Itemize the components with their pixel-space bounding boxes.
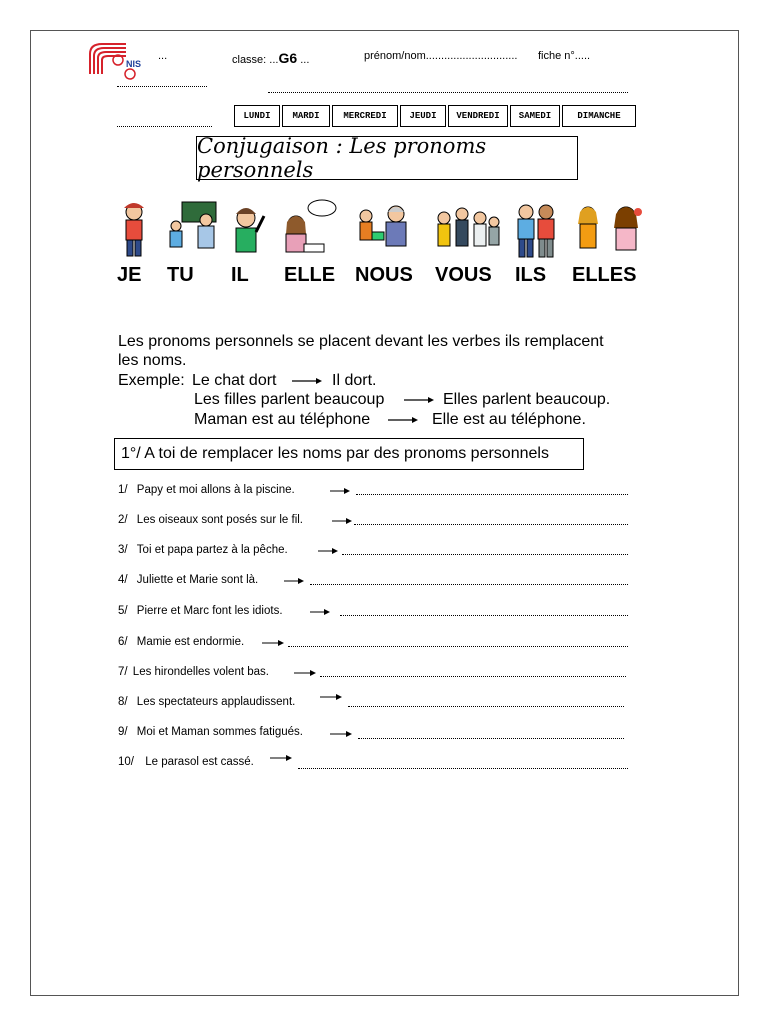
- lesson-title: Conjugaison : Les pronoms personnels: [196, 136, 578, 180]
- elle-illustration-icon: [286, 200, 336, 252]
- item-number: 2/: [118, 514, 128, 526]
- exercise-item-10: [118, 756, 254, 772]
- tu-illustration-icon: [170, 202, 216, 248]
- arrow-right-icon: [292, 376, 322, 386]
- answer-line-2[interactable]: [354, 524, 628, 525]
- example-2-to: Elles parlent beaucoup.: [443, 391, 611, 408]
- pronoun-labels: [117, 264, 647, 294]
- item-sentence: Moi et Maman sommes fatigués.: [136, 726, 303, 738]
- arrow-right-icon: [404, 395, 434, 405]
- item-number: 4/: [118, 574, 128, 586]
- item-number: 1/: [118, 484, 128, 496]
- example-3-from: Maman est au téléphone: [194, 411, 371, 428]
- pronoun-tu: TU: [167, 264, 194, 286]
- arrow-right-icon: [270, 753, 292, 763]
- answer-line-7[interactable]: [320, 676, 626, 677]
- answer-line-10[interactable]: [298, 768, 628, 769]
- writing-line[interactable]: [268, 92, 628, 93]
- exercise-item-6: [118, 636, 244, 652]
- item-sentence: Mamie est endormie.: [136, 636, 245, 648]
- pronoun-ils: ILS: [515, 264, 547, 286]
- item-number: 3/: [118, 544, 128, 556]
- arrow-right-icon: [332, 516, 352, 526]
- ils-illustration-icon: [518, 205, 554, 257]
- item-number: 8/: [118, 696, 128, 708]
- pronoun-elles: ELLES: [572, 264, 637, 286]
- je-illustration-icon: [124, 203, 144, 256]
- name-field[interactable]: prénom/nom..............................: [364, 50, 518, 62]
- answer-line-5[interactable]: [340, 615, 628, 616]
- day-thursday[interactable]: JEUDI: [400, 105, 446, 127]
- date-line[interactable]: [117, 86, 207, 87]
- item-sentence: Juliette et Marie sont là.: [136, 574, 259, 586]
- pronoun-je: JE: [117, 264, 142, 286]
- item-sentence: Papy et moi allons à la piscine.: [136, 484, 295, 496]
- pronoun-vous: VOUS: [435, 264, 492, 286]
- answer-line-3[interactable]: [342, 554, 628, 555]
- rule-line-1: Les pronoms personnels se placent devant les verbes ils remplacent: [118, 333, 604, 350]
- header-left-dots: ...: [158, 50, 168, 62]
- exercise-item-4: [118, 574, 258, 590]
- vous-illustration-icon: [438, 208, 499, 246]
- pronoun-il: IL: [231, 264, 249, 286]
- arrow-right-icon: [320, 692, 342, 702]
- item-number: 5/: [118, 605, 128, 617]
- il-illustration-icon: [236, 208, 264, 252]
- arrow-right-icon: [330, 729, 352, 739]
- answer-line-9[interactable]: [358, 738, 624, 739]
- exercise-item-5: [118, 605, 283, 621]
- classe-suffix: ...: [297, 54, 310, 66]
- example-row-1: [118, 371, 185, 390]
- arrow-right-icon: [388, 415, 418, 425]
- fiche-number-field[interactable]: fiche n°.....: [538, 50, 591, 62]
- exercise-instruction: 1°/ A toi de remplacer les noms par des pronoms personnels: [114, 438, 584, 470]
- item-sentence: Les hirondelles volent bas.: [132, 666, 269, 678]
- item-sentence: Les spectateurs applaudissent.: [136, 696, 296, 708]
- pronoun-nous: NOUS: [355, 264, 413, 286]
- item-sentence: Toi et papa partez à la pêche.: [136, 544, 288, 556]
- pronoun-elle: ELLE: [284, 264, 336, 286]
- item-number: 9/: [118, 726, 128, 738]
- example-1-to: Il dort.: [332, 372, 377, 389]
- item-sentence: Le parasol est cassé.: [145, 756, 254, 768]
- arrow-right-icon: [284, 576, 304, 586]
- day-saturday[interactable]: SAMEDI: [510, 105, 560, 127]
- exercise-item-2: [118, 514, 303, 530]
- example-label: Exemple:: [118, 372, 185, 389]
- item-sentence: Les oiseaux sont posés sur le fil.: [136, 514, 303, 526]
- nous-illustration-icon: [360, 206, 406, 246]
- day-wednesday[interactable]: MERCREDI: [332, 105, 398, 127]
- example-3-to: Elle est au téléphone.: [432, 411, 586, 428]
- exercise-item-9: [118, 726, 303, 742]
- exercise-item-3: [118, 544, 288, 560]
- exercise-item-1: [118, 484, 295, 500]
- svg-text:NIS: NIS: [126, 59, 142, 69]
- example-2-from: Les filles parlent beaucoup: [194, 391, 385, 408]
- item-number: 10/: [118, 756, 134, 768]
- classe-prefix: classe: ...: [232, 54, 279, 66]
- day-monday[interactable]: LUNDI: [234, 105, 280, 127]
- exercise-item-8: [118, 696, 295, 712]
- item-number: 7/: [118, 666, 128, 678]
- weekday-row: [234, 105, 638, 129]
- rule-line-2: les noms.: [118, 352, 187, 369]
- answer-line-4[interactable]: [310, 584, 628, 585]
- answer-line-1[interactable]: [356, 494, 628, 495]
- exercise-item-7: [118, 666, 269, 682]
- classe-value: G6: [278, 50, 298, 66]
- arrow-right-icon: [330, 486, 350, 496]
- classe-field[interactable]: [232, 50, 309, 66]
- pronoun-illustrations: [114, 198, 654, 262]
- date-line-2[interactable]: [117, 126, 212, 127]
- item-number: 6/: [118, 636, 128, 648]
- arrow-right-icon: [294, 668, 316, 678]
- elles-illustration-icon: [578, 207, 642, 250]
- arrow-right-icon: [310, 607, 330, 617]
- example-1-from: Le chat dort: [192, 372, 277, 389]
- day-friday[interactable]: VENDREDI: [448, 105, 508, 127]
- answer-line-8[interactable]: [348, 706, 624, 707]
- school-logo: [86, 40, 148, 82]
- item-sentence: Pierre et Marc font les idiots.: [136, 605, 283, 617]
- answer-line-6[interactable]: [288, 646, 628, 647]
- day-tuesday[interactable]: MARDI: [282, 105, 330, 127]
- day-sunday[interactable]: DIMANCHE: [562, 105, 636, 127]
- arrow-right-icon: [318, 546, 338, 556]
- arrow-right-icon: [262, 638, 284, 648]
